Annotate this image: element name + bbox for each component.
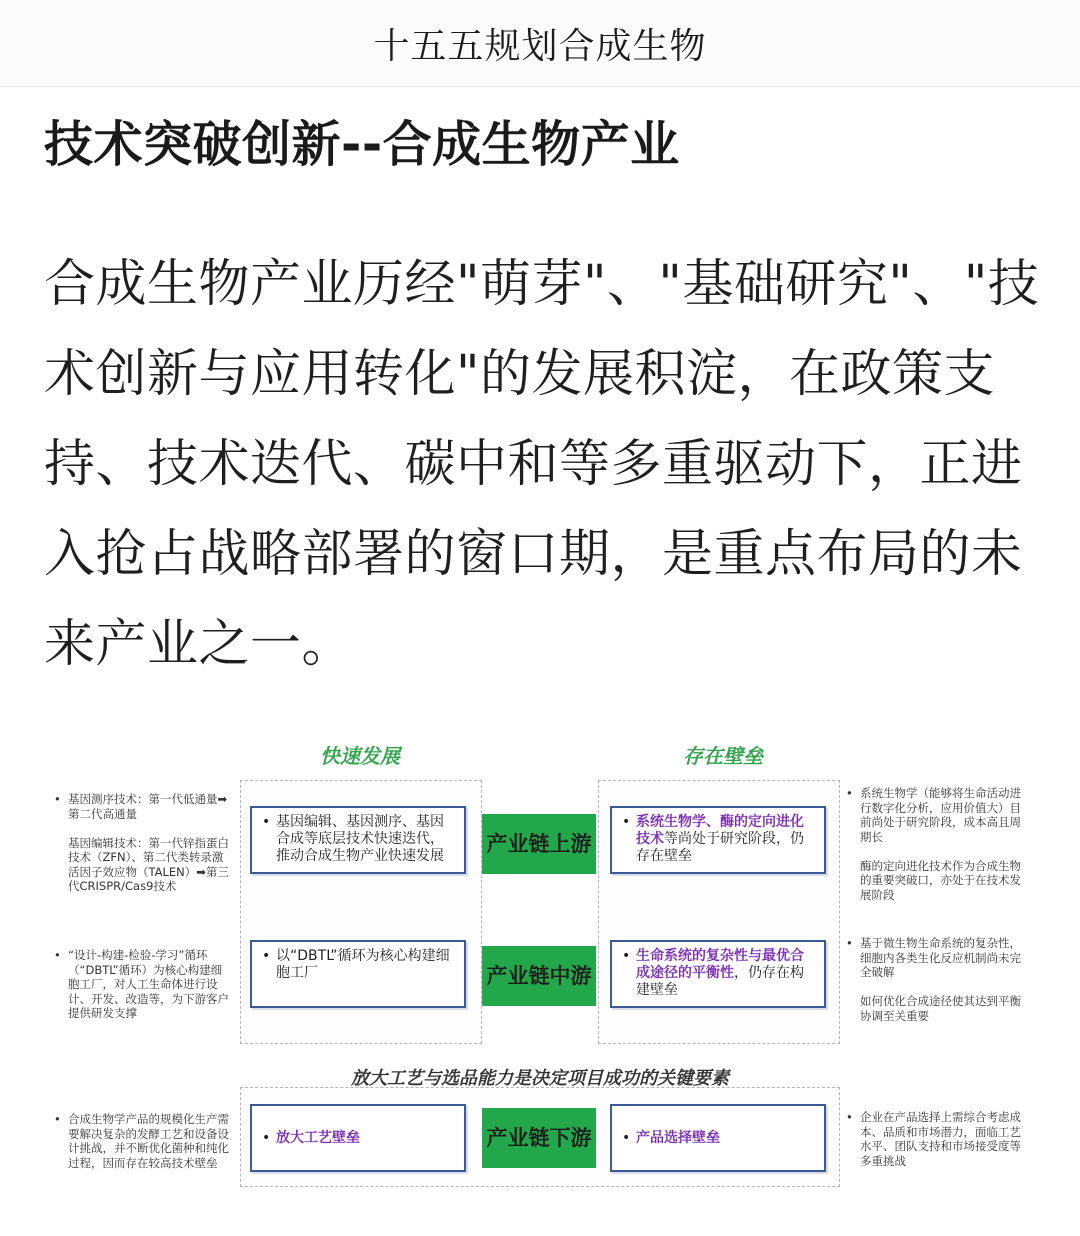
left-zone-title: 快速发展: [320, 744, 400, 768]
right-zone-title: 存在壁垒: [683, 744, 763, 768]
upstream-right-note: • 系统生物学（能够将生命活动进行数字化分析，应用价值大）目前尚处于研究阶段，成本高且周期长 酶的定向进化技术作为合成生物的重要突破口，亦处于在技术发展阶段: [846, 786, 1021, 902]
downstream-left-box: • 放大工艺壁垒: [250, 1104, 466, 1172]
upstream-left-box: • 基因编辑、基因测序、基因合成等底层技术快速迭代，推动合成生物产业快速发展: [250, 806, 466, 874]
article-heading: 技术突破创新--合成生物产业: [44, 116, 680, 173]
downstream-label: 产业链下游: [482, 1108, 596, 1168]
midstream-right-note: • 基于微生物生命系统的复杂性，细胞内各类生化反应机制尚未完全破解 如何优化合成途径使其达到平衡协调至关重要: [846, 936, 1021, 1023]
downstream-right-note: • 企业在产品选择上需综合考虑成本、品质和市场潜力，面临工艺水平、团队支持和市场接受度等多重挑战: [846, 1110, 1021, 1168]
midstream-right-box: • 生命系统的复杂性与最优合成途径的平衡性，仍存在构建壁垒: [610, 940, 826, 1008]
upstream-label: 产业链上游: [482, 814, 596, 874]
key-factor-caption: 放大工艺与选品能力是决定项目成功的关键要素: [351, 1068, 729, 1089]
downstream-right-box: • 产品选择壁垒: [610, 1104, 826, 1172]
top-bar: [0, 0, 1080, 87]
upstream-right-box: • 系统生物学、酶的定向进化技术等尚处于研究阶段，仍存在壁垒: [610, 806, 826, 874]
downstream-left-note: • 合成生物学产品的规模化生产需要解决复杂的发酵工艺和设备设计挑战，并不断优化菌种和纯化过程，因而存在较高技术壁垒: [54, 1112, 229, 1170]
midstream-label: 产业链中游: [482, 946, 596, 1006]
industry-chain-infographic: [0, 730, 1080, 1210]
midstream-left-note: • “设计-构建-检验-学习”循环（“DBTL”循环）为核心构建细胞工厂，对人工生命体进行设计、开发、改造等，为下游客户提供研发支撑: [54, 948, 229, 1020]
article-paragraph: 合成生物产业历经"萌芽"、"基础研究"、"技术创新与应用转化"的发展积淀，在政策支持、技术迭代、碳中和等多重驱动下，正进入抢占战略部署的窗口期，是重点布局的未来产业之一。: [44, 255, 1040, 674]
upstream-left-note: • 基因测序技术：第一代低通量➡第二代高通量 基因编辑技术：第一代锌指蛋白技术（ZFN）、第二代类转录激活因子效应物（TALEN）➡第三代CRISPR/Cas9技术: [54, 792, 229, 893]
page-title: 十五五规划合成生物: [373, 26, 707, 67]
midstream-left-box: • 以“DBTL”循环为核心构建细胞工厂: [250, 940, 466, 1008]
